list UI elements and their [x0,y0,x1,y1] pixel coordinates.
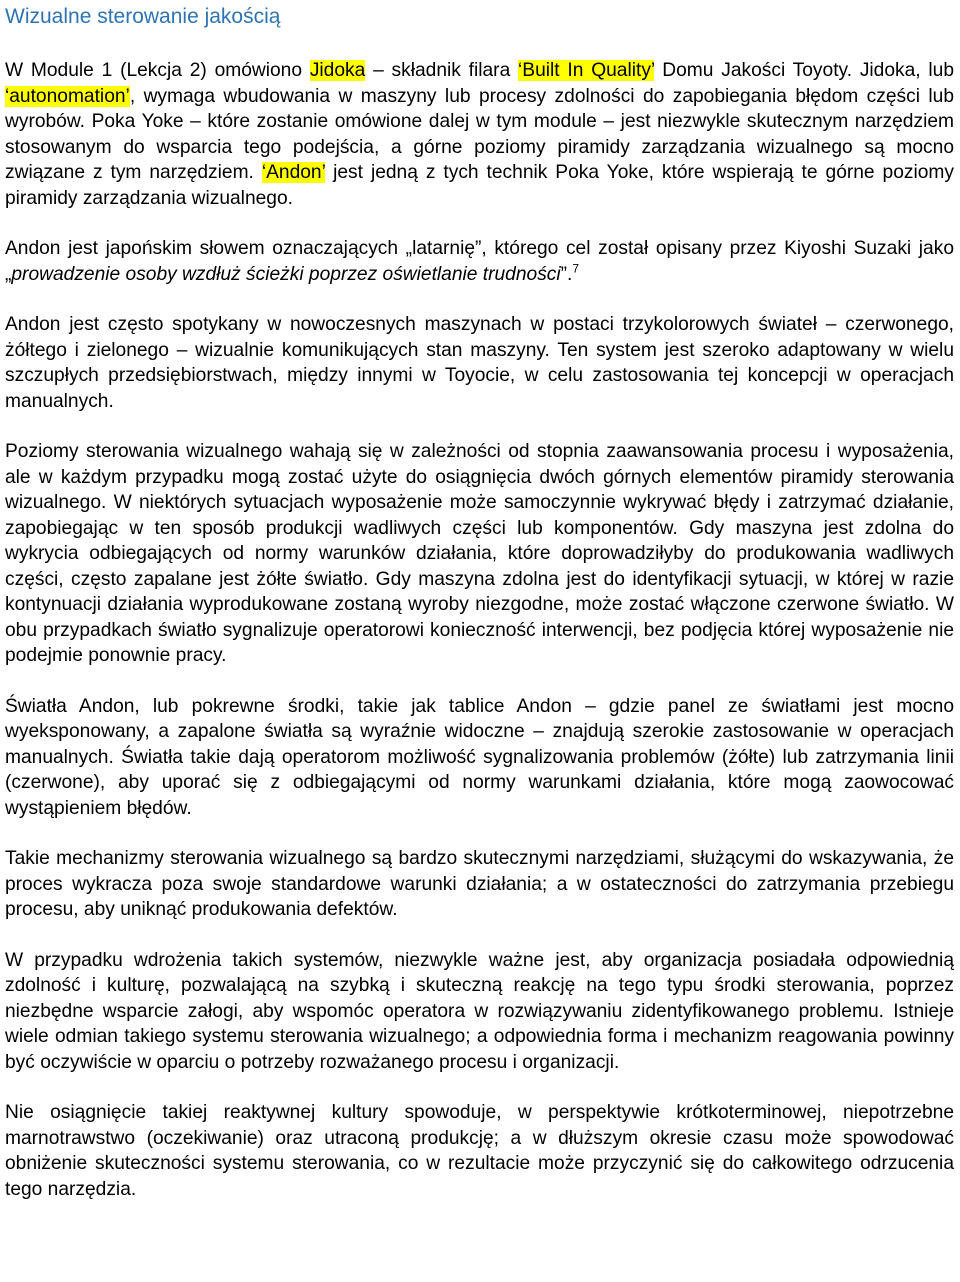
paragraph-1-text-d: , wymaga wbudowania w maszyny lub procesy zdolności do zapobiegania błędom części lub wyrobów. Poka Yoke – które zostanie omówione dalej w tym module – jest niezwykle skutecznym narzędziem stosowanym do wsparcia tego podejścia, a górne poziomy piramidy zarządzania wizualnego są mocno związane z tym narzędziem. [5,85,954,183]
highlight-built-in-quality: ‘Built In Quality’ [518,60,655,81]
paragraph-2-text-a: Andon jest japońskim słowem oznaczających „latarnię”, którego cel został opisany przez Kiyoshi Suzaki jako „ [5,238,954,285]
suzaki-quote: prowadzenie osoby wzdłuż ścieżki poprzez oświetlanie trudności [11,263,561,285]
paragraph-1-text-b: – składnik filara [365,60,519,81]
highlight-autonomation: ‘autonomation’ [5,85,130,107]
paragraph-2 [5,236,954,287]
page-title: Wizualne sterowanie jakością [5,5,281,28]
paragraph-1-text-a: W Module 1 (Lekcja 2) omówiono [5,60,310,81]
document-page [5,0,954,1202]
paragraph-4: Poziomy sterowania wizualnego wahają się w zależności od stopnia zaawansowania procesu i wyposażenia, ale w każdym przypadku mogą zostać użyte do osiągnięcia dwóch górnych elementów piramidy sterowania wizualnego. W niektórych sytuacjach wyposażenie może samoczynnie wykrywać błędy i zatrzymać działanie, zapobiegając w ten sposób produkcji wadliwych części lub komponentów. Gdy maszyna jest zdolna do wykrycia odbiegających od normy warunków działania, które doprowadziłyby do produkowania wadliwych części, często zapalane jest żółte światło. Gdy maszyna zdolna jest do identyfikacji sytuacji, w której w razie kontynuacji działania wyprodukowane zostaną wyroby niezgodne, może zostać włączone czerwone światło. W obu przypadkach światło sygnalizuje operatorowi konieczność interwencji, bez podjęcia której wyposażenie nie podejmie ponownie pracy. [5,441,954,666]
paragraph-7: W przypadku wdrożenia takich systemów, niezwykle ważne jest, aby organizacja posiadała odpowiednią zdolność i kulturę, pozwalającą na szybką i skuteczną reakcję na tego typu środki sterowania, poprzez niezbędne wsparcie załogi, aby wspomóc operatora w rozwiązywaniu zidentyfikowanego problemu. Istnieje wiele odmian takiego systemu sterowania wizualnego; a odpowiednia forma i mechanizm reagowania powinny być oczywiście w oparciu o potrzeby rozważanego procesu i organizacji. [5,949,954,1073]
paragraph-3: Andon jest często spotykany w nowoczesnych maszynach w postaci trzykolorowych świateł – czerwonego, żółtego i zielonego – wizualnie komunikujących stan maszyny. Ten system jest szeroko adaptowany w wielu szczupłych przedsiębiorstwach, między innymi w Toyocie, w celu zastosowania tej koncepcji w operacjach manualnych. [5,314,954,412]
paragraph-6: Takie mechanizmy sterowania wizualnego są bardzo skutecznymi narzędziami, służącymi do wskazywania, że proces wykracza poza swoje standardowe warunki działania; a w ostateczności do zatrzymania przebiegu procesu, aby uniknąć produkowania defektów. [5,848,954,920]
footnote-marker[interactable]: 7 [572,261,580,276]
highlight-jidoka: Jidoka [309,60,366,81]
paragraph-1 [5,58,954,211]
highlight-andon: ‘Andon’ [261,162,326,183]
paragraph-8: Nie osiągnięcie takiej reaktywnej kultury spowoduje, w perspektywie krótkoterminowej, niepotrzebne marnotrawstwo (oczekiwanie) oraz utraconą produkcję; a w dłuższym okresie czasu może spowodować obniżenie skuteczności systemu sterowania, co w rezultacie może przyczynić się do całkowitego odrzucenia tego narzędzia. [5,1102,954,1200]
paragraph-1-text-c: Domu Jakości Toyoty. Jidoka, lub [654,60,955,81]
paragraph-1-text-e: jest jedną z tych technik Poka Yoke, które wspierają te górne poziomy piramidy zarządzania wizualnego. [5,162,955,209]
paragraph-2-text-b: ”. [560,263,573,285]
paragraph-5: Światła Andon, lub pokrewne środki, takie jak tablice Andon – gdzie panel ze światłami jest mocno wyeksponowany, a zapalone światła są wyraźnie widoczne – znajdują szerokie zastosowanie w operacjach manualnych. Światła takie dają operatorom możliwość sygnalizowania problemów (żółte) lub zatrzymania linii (czerwone), aby uporać się z odbiegającymi od normy warunkami działania, które mogą zaowocować wystąpieniem błędów. [5,695,954,819]
